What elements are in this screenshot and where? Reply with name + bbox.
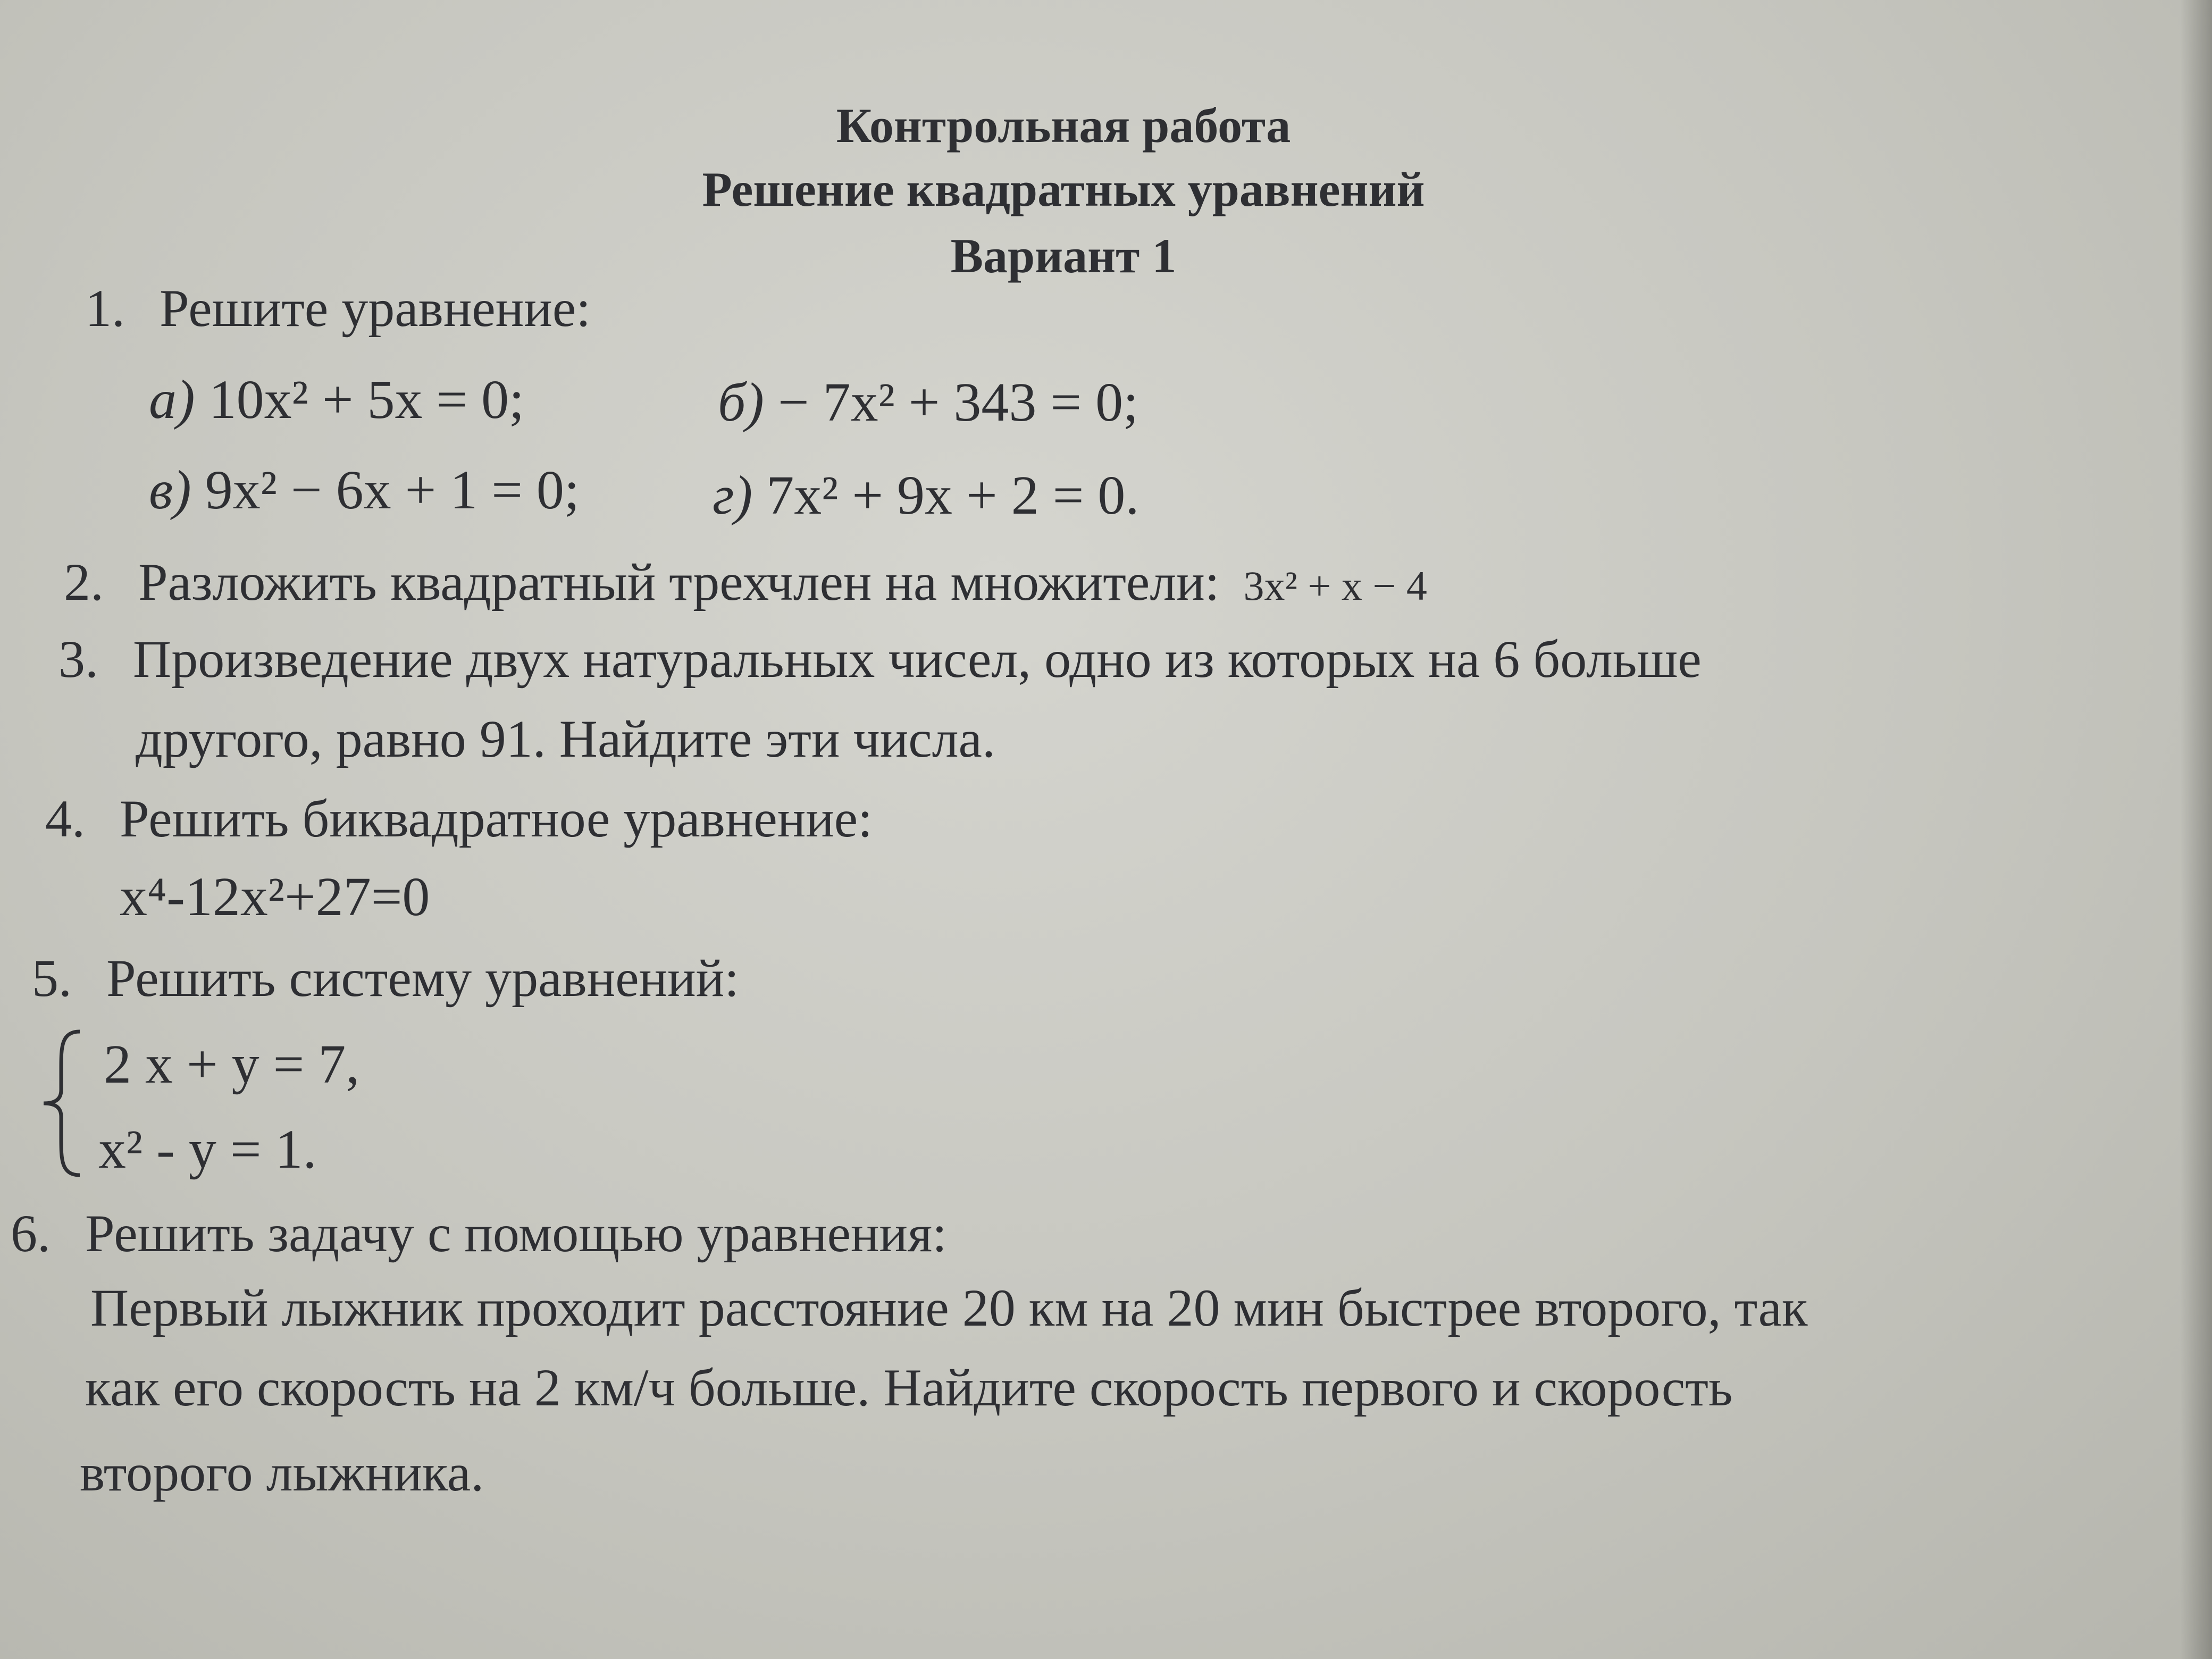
task-text-line-1: Произведение двух натуральных чисел, одно из которых на 6 больше [133,630,1702,689]
variant-label: Вариант 1 [950,229,1177,283]
problem-text-line-3: второго лыжника. [80,1443,484,1502]
task-text: Решите уравнение: [160,279,591,338]
system-equation-2: x² - y = 1. [98,1119,317,1180]
task-number: 4. [45,789,85,848]
task-1 [85,279,591,338]
equation-label: б) [718,372,764,433]
task-number: 5. [32,949,72,1008]
task-4 [45,789,873,848]
equation-expression: − 7x² + 343 = 0; [777,372,1138,433]
equation-expression: 10x² + 5x = 0; [208,369,525,430]
problem-text-line-1: Первый лыжник проходит расстояние 20 км на 20 мин быстрее второго, так [90,1278,1808,1337]
task-3-continuation: другого, равно 91. Найдите эти числа. [136,709,995,768]
equation-label: г) [713,465,753,526]
system-brace [37,1026,85,1180]
task-text: Разложить квадратный трехчлен на множители: [138,552,1220,611]
task-text: Решить систему уравнений: [106,949,739,1008]
equation-v [149,459,580,521]
task-2 [64,552,1427,611]
task-text: Решить задачу с помощью уравнения: [85,1204,947,1263]
task-number: 1. [85,279,125,338]
polynomial-expression: 3x² + x − 4 [1243,563,1427,609]
equation-g [713,465,1139,526]
document-title: Контрольная работа [836,98,1291,153]
biquadratic-equation: x⁴-12x²+27=0 [120,866,430,927]
task-5 [32,949,739,1008]
equation-a [149,369,525,430]
paper-edge-shadow [2180,0,2212,1659]
equation-label: а) [149,369,195,430]
equation-expression: 9x² − 6x + 1 = 0; [205,459,580,521]
system-equation-1: 2 x + y = 7, [104,1034,360,1095]
problem-text-line-2: как его скорость на 2 км/ч больше. Найдите скорость первого и скорость [85,1358,1733,1417]
task-number: 3. [58,630,98,689]
task-text: Решить биквадратное уравнение: [120,789,873,848]
document-subtitle: Решение квадратных уравнений [702,162,1425,216]
task-number: 2. [64,552,104,611]
task-3 [58,630,1702,689]
task-number: 6. [11,1204,51,1263]
equation-label: в) [149,459,191,521]
equation-expression: 7x² + 9x + 2 = 0. [766,465,1139,526]
task-6 [11,1204,947,1263]
equation-b [718,372,1138,433]
